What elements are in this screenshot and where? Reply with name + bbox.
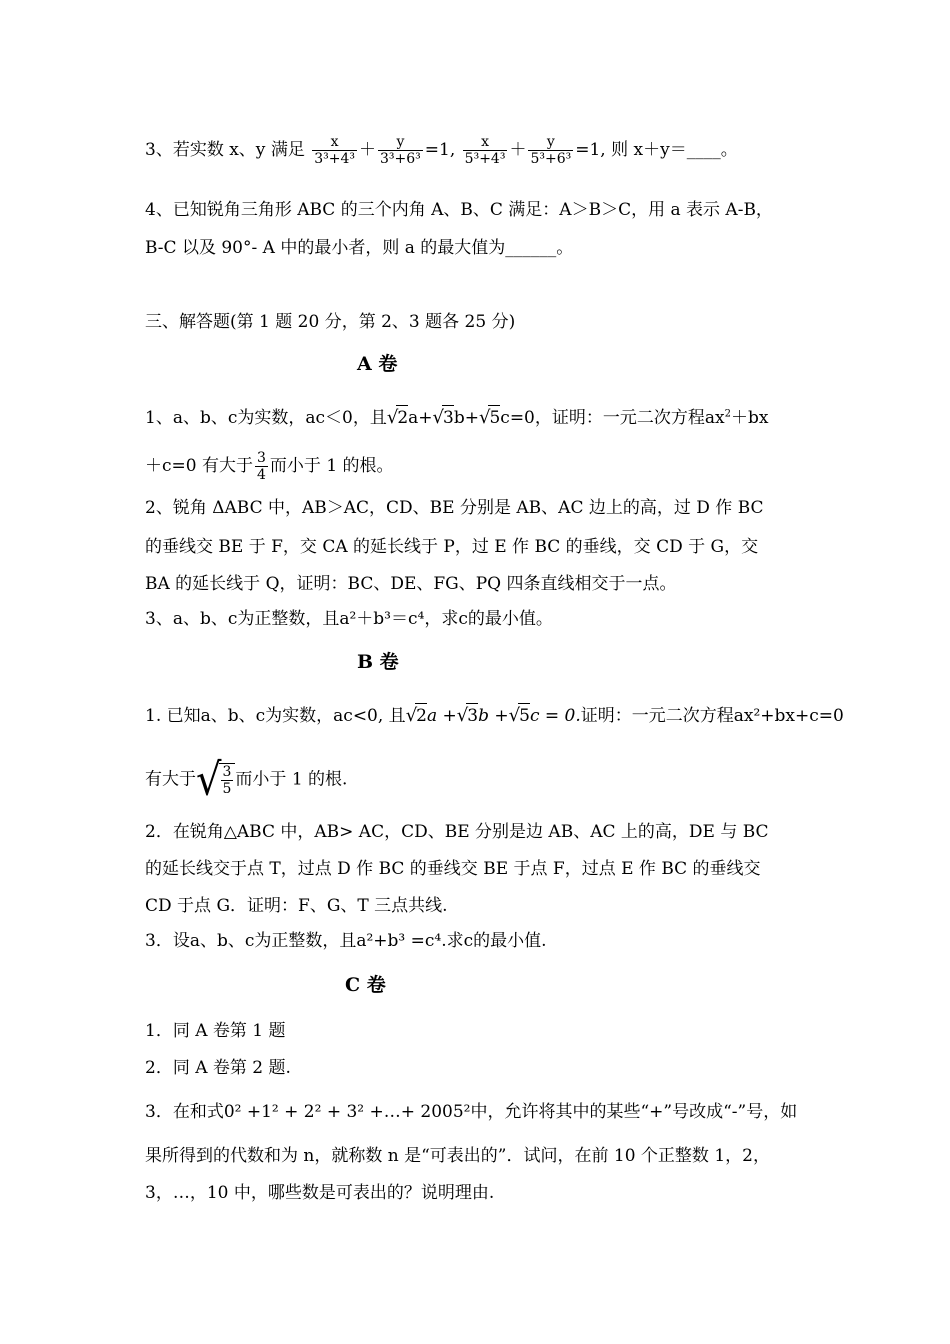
vol-a-q2-line3: BA 的延长线于 Q，证明：BC、DE、FG、PQ 四条直线相交于一点。 [145, 574, 677, 594]
vol-a-q1-line1: 1、a、b、c为实数，ac＜0，且√2a+√3b+√5c=0，证明：一元二次方程$ax^2+bx$ [145, 407, 769, 428]
sqrt-icon: √ [405, 705, 418, 726]
sqrt-icon: √ [432, 407, 445, 428]
vol-c-q3-line2: 果所得到的代数和为 n，就称数 n 是“可表出的”．试问，在前 10 个正整数 1，2， [145, 1146, 770, 1166]
sqrt-icon: √ [196, 754, 222, 806]
volume-c-heading: C 卷 [345, 974, 386, 996]
fraction-3: $\frac{x}{\text{5³+4³}}$ [464, 134, 506, 167]
sqrt-icon: √ [386, 407, 399, 428]
fill-in-q3: 3、若实数 x、y 满足 $\frac{x}{\text{3³+4³}}$ ＋ $\frac{y}{\text{3³+6³}}$ =1, $\frac{x}{\text{5³+4³}}$ ＋ $\frac{y}{\text{5³+6³}}$ =1, 则 x＋y＝____。 [145, 134, 738, 167]
vol-b-q2-line2: 的延长线交于点 T，过点 D 作 BC 的垂线交 BE 于点 F，过点 E 作 BC 的垂线交 [145, 859, 761, 879]
vol-a-q3: 3、a、b、c为正整数，且a²＋b³＝c⁴，求c的最小值。 [145, 609, 553, 629]
vol-b-q1-line2: 有大于 √ $\frac{3}{5}$ 而小于 1 的根. [145, 754, 348, 806]
sqrt-icon: √ [478, 407, 491, 428]
sum-expression: 0² +1² + 2² + 3² +…+ 2005² [223, 1102, 471, 1122]
volume-a-heading: A 卷 [357, 353, 398, 375]
sqrt-icon: √ [508, 705, 521, 726]
vol-c-q1: 1．同 A 卷第 1 题 [145, 1021, 286, 1041]
vol-a-q2-line2: 的垂线交 BE 于 F，交 CA 的延长线于 P，过 E 作 BC 的垂线，交 CD 于 G，交 [145, 537, 759, 557]
vol-b-q1-line1: 1. 已知a、b、c为实数，ac<0, 且√2a +√3b +√5c = 0.证明：一元二次方程ax²+bx+c=0 [145, 705, 844, 726]
fraction-4: $\frac{y}{\text{5³+6³}}$ [530, 134, 572, 167]
vol-b-q3: 3．设a、b、c为正整数，且a²+b³ =c⁴.求c的最小值. [145, 931, 547, 951]
section-title: 三、解答题(第 1 题 20 分，第 2、3 题各 25 分) [145, 312, 516, 332]
q3-prefix: 3、若实数 x、y 满足 [145, 140, 305, 160]
vol-a-q1-line2: ＋c=0 有大于 $\frac{3}{4}$ 而小于 1 的根。 [145, 450, 394, 483]
vol-c-q3-line1: 3．在和式0² +1² + 2² + 3² +…+ 2005²中，允许将其中的某些“+”号改成“-”号，如 [145, 1102, 798, 1122]
fraction-3-4: $\frac{3}{4}$ [257, 450, 266, 483]
fraction-2: $\frac{y}{\text{3³+6³}}$ [380, 134, 421, 167]
vol-b-q2-line1: 2．在锐角△ABC 中，AB> AC，CD、BE 分别是边 AB、AC 上的高，DE 与 BC [145, 822, 769, 842]
sqrt-icon: √ [456, 705, 469, 726]
vol-c-q3-line3: 3，…，10 中，哪些数是可表出的？说明理由. [145, 1183, 495, 1203]
vol-b-q2-line3: CD 于点 G．证明：F、G、T 三点共线. [145, 896, 448, 916]
fill-in-q4-line2: B-C 以及 90°- A 中的最小者，则 a 的最大值为______。 [145, 238, 574, 258]
volume-b-heading: B 卷 [357, 651, 399, 673]
vol-c-q2: 2．同 A 卷第 2 题. [145, 1058, 291, 1078]
fraction-1: $\frac{x}{\text{3³+4³}}$ [314, 134, 356, 167]
vol-a-q2-line1: 2、锐角 ΔABC 中，AB＞AC，CD、BE 分别是 AB、AC 边上的高，过 D 作 BC [145, 498, 764, 518]
sqrt-fraction: √ $\frac{3}{5}$ [196, 760, 235, 800]
fill-in-q4-line1: 4、已知锐角三角形 ABC 的三个内角 A、B、C 满足：A＞B＞C，用 a 表示 A-B， [145, 200, 773, 220]
